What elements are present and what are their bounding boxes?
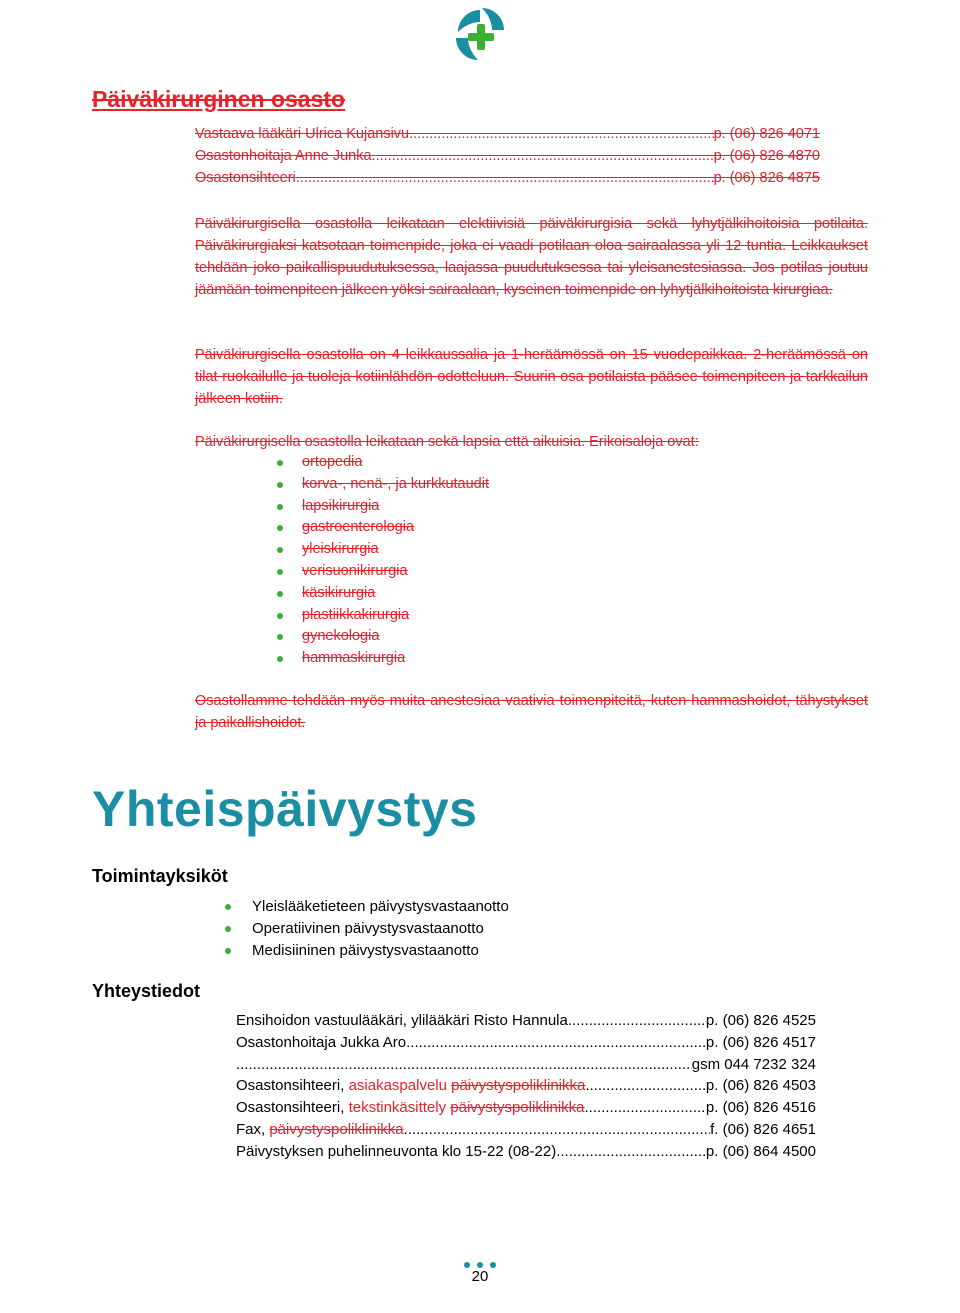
contacts-heading: Yhteystiedot <box>92 981 201 1001</box>
paragraph-intro: Päiväkirurgisella osastolla leikataan elektiivisiä päiväkirurgisia sekä lyhytjälkihoitoisia potilaita. Päiväkirurgiaksi katsotaan toimenpide, joka ei vaadi potilaan oloa sairaalassa yli 12 tuntia. Leikkaukset tehdään joko paikallispuudutuksessa, laajassa puudutuksessa tai yleisanestesiassa. Jos potilas joutuu jäämään toimenpiteen jälkeen yöksi sairaalaan, kyseinen toimenpide on lyhytjälkihoitoista kirurgiaa. <box>195 216 868 298</box>
contact-row: Ensihoidon vastuulääkäri, ylilääkäri Risto Hannula ..... p. (06) 826 4525 <box>236 1010 816 1032</box>
leader-dots <box>585 1097 706 1119</box>
contact-row <box>195 123 820 145</box>
contact-phone: p. (06) 826 4503 <box>705 1077 816 1095</box>
hospital-logo-icon <box>450 4 510 64</box>
contact-row <box>195 145 820 167</box>
contact-row <box>236 1054 816 1076</box>
list-item: käsikirurgia <box>270 583 489 605</box>
contact-phone: p. (06) 826 4870 <box>713 148 820 164</box>
contact-row: Osastonsihteeri, tekstinkäsittely päivystyspoliklinikka ..... p. (06) 826 4516 <box>236 1097 816 1119</box>
list-item: hammaskirurgia <box>270 648 489 670</box>
section-title-paivakirurgia: Päiväkirurginen osasto <box>92 86 346 112</box>
bullet-icon <box>277 591 283 597</box>
contact-label: Vastaava lääkäri Ulrica Kujansivu <box>195 126 410 142</box>
leader-dots <box>296 167 714 189</box>
leader-dots <box>372 145 714 167</box>
contact-phone: p. (06) 826 4875 <box>713 170 820 186</box>
list-item: ortopedia <box>270 452 489 474</box>
section-title-yhteispaivystys: Yhteispäivystys <box>92 781 478 837</box>
contact-phone: p. (06) 826 4516 <box>705 1099 816 1117</box>
bullet-icon <box>277 634 283 640</box>
contact-label: Osastonsihteeri <box>195 170 296 186</box>
units-list <box>222 896 509 961</box>
units-heading: Toimintayksiköt <box>92 866 228 886</box>
leader-dots <box>406 1032 706 1054</box>
leader-dots <box>409 123 713 145</box>
list-item: gastroenterologia <box>270 517 489 539</box>
contact-phone: gsm 044 7232 324 <box>691 1055 816 1073</box>
page-number: 20 <box>471 1268 489 1285</box>
leader-dots <box>404 1119 711 1141</box>
leader-dots <box>585 1075 706 1097</box>
list-item: Operatiivinen päivystysvastaanotto <box>222 918 509 940</box>
bullet-icon <box>277 460 283 466</box>
bullet-icon <box>277 525 283 531</box>
contact-row: Päivystyksen puhelinneuvonta klo 15-22 (08-22) ..... p. (06) 864 4500 <box>236 1141 816 1163</box>
bullet-icon <box>225 926 231 932</box>
paragraph-specialties-intro: Päiväkirurgisella osastolla leikataan sekä lapsia että aikuisia. Erikoisaloja ovat: <box>195 434 699 450</box>
contact-row <box>195 167 820 189</box>
bullet-icon <box>277 656 283 662</box>
bullet-icon <box>277 504 283 510</box>
paragraph-other-procedures: Osastollamme tehdään myös muita anestesiaa vaativia toimenpiteitä, kuten hammashoidot, tähystykset ja paikallishoidot. <box>195 693 868 731</box>
contact-phone: p. (06) 826 4525 <box>705 1012 816 1029</box>
paivakirurgia-contacts <box>195 123 820 189</box>
paragraph-facilities: Päiväkirurgisella osastolla on 4 leikkaussalia ja 1-heräämössä on 15 vuodepaikkaa. 2-heräämössä on tilat ruokailulle ja tuoleja kotiinlähdön odotteluun. Suurin osa potilaista pääsee toimenpiteen ja tarkkailun jälkeen kotiin. <box>195 347 868 407</box>
leader-dots <box>556 1141 706 1163</box>
list-item: verisuonikirurgia <box>270 561 489 583</box>
contact-label: Osastonhoitaja Anne Junka <box>195 148 372 164</box>
leader-dots <box>236 1054 692 1076</box>
bullet-icon <box>225 948 231 954</box>
leader-dots <box>568 1010 706 1032</box>
list-item: gynekologia <box>270 626 489 648</box>
contact-phone: f. (06) 826 4651 <box>710 1120 816 1138</box>
contact-phone: p. (06) 826 4517 <box>705 1033 816 1051</box>
list-item: plastiikkakirurgia <box>270 605 489 627</box>
list-item: yleiskirurgia <box>270 539 489 561</box>
bullet-icon <box>225 904 231 910</box>
specialties-list <box>270 452 489 670</box>
bullet-icon <box>277 482 283 488</box>
contact-phone: p. (06) 864 4500 <box>705 1142 816 1160</box>
list-item: Yleislääketieteen päivystysvastaanotto <box>222 896 509 918</box>
bullet-icon <box>277 613 283 619</box>
list-item: lapsikirurgia <box>270 496 489 518</box>
contact-row: Osastonsihteeri, asiakaspalvelu päivystyspoliklinikka ..... p. (06) 826 4503 <box>236 1075 816 1097</box>
contact-row: Osastonhoitaja Jukka Aro ..... p. (06) 826 4517 <box>236 1032 816 1054</box>
bullet-icon <box>277 569 283 575</box>
list-item: Medisiininen päivystysvastaanotto <box>222 940 509 962</box>
yhteispaivystys-contacts <box>236 1010 816 1163</box>
list-item: korva-, nenä-, ja kurkkutaudit <box>270 474 489 496</box>
bullet-icon <box>277 547 283 553</box>
contact-phone: p. (06) 826 4071 <box>713 126 820 142</box>
contact-row: Fax, päivystyspoliklinikka ..... f. (06) 826 4651 <box>236 1119 816 1141</box>
